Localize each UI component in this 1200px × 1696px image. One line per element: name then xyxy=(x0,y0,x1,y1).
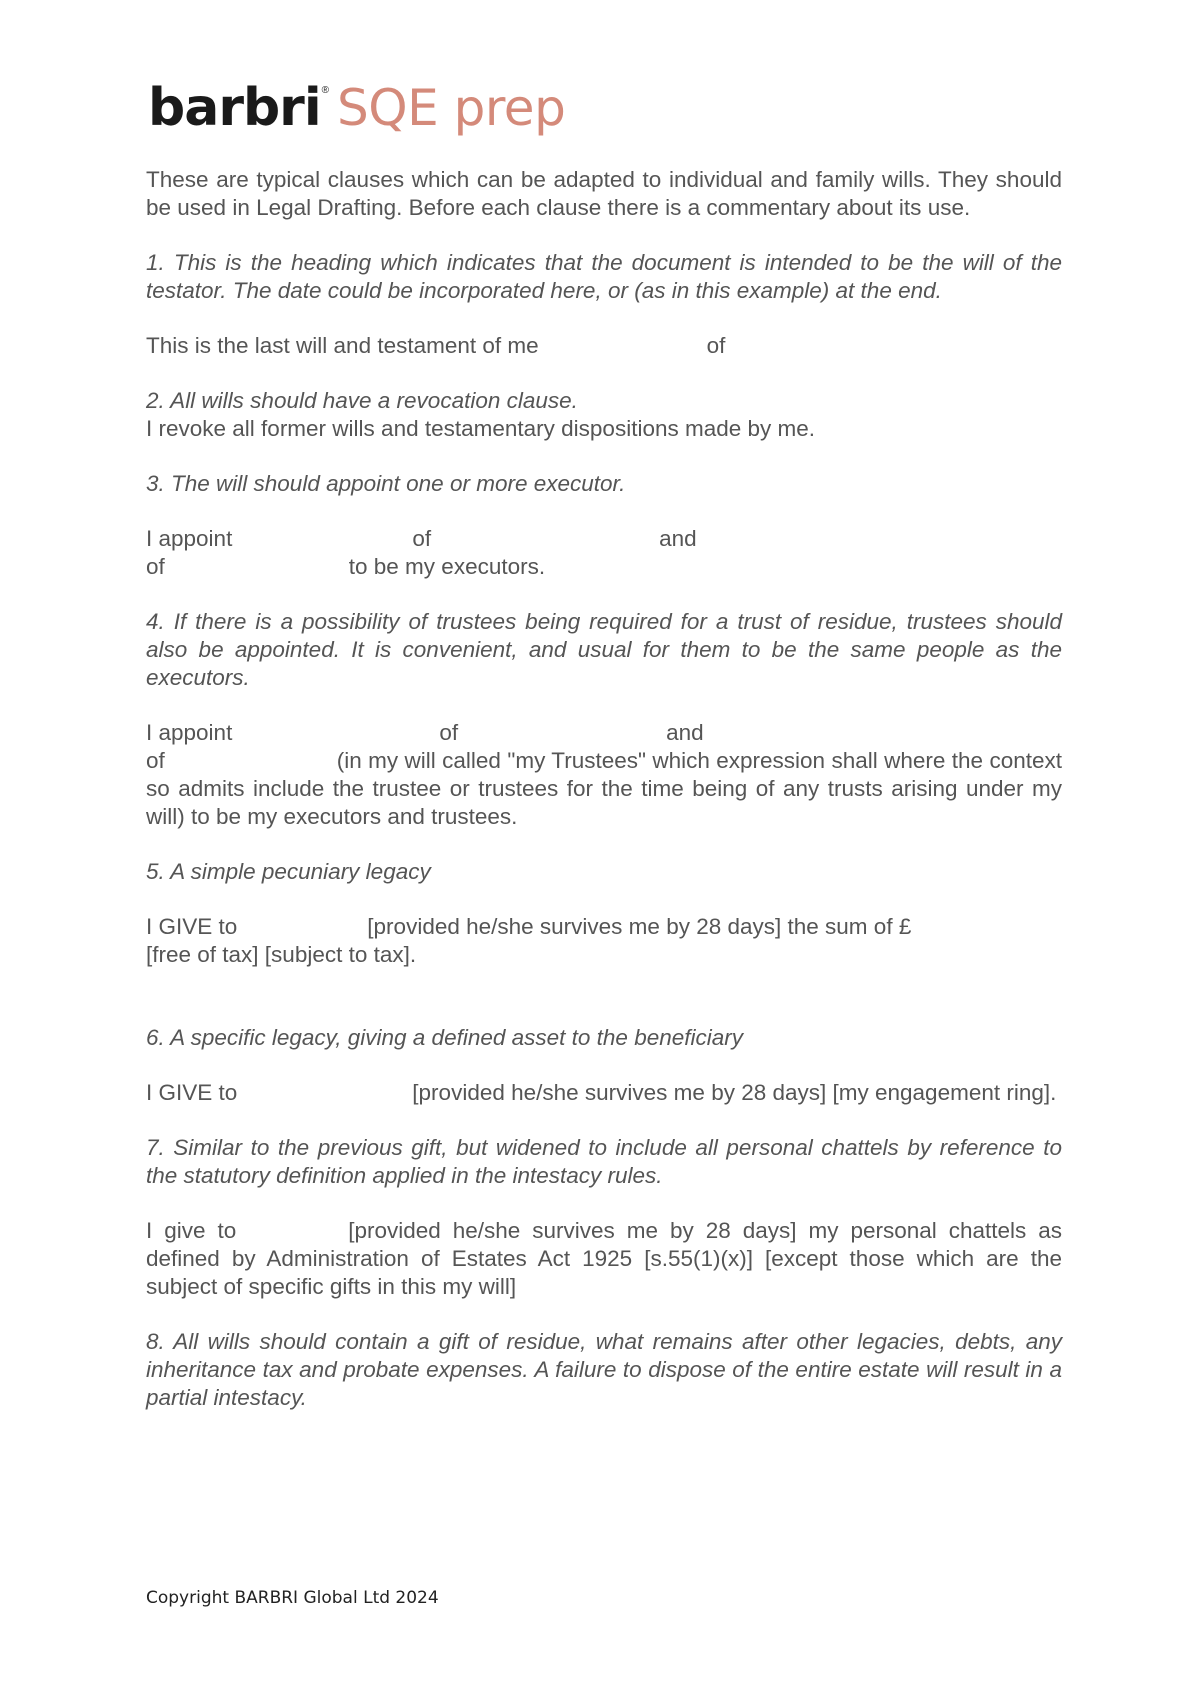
intro-paragraph: These are typical clauses which can be adapted to individual and family wills. They should be used in Legal Drafting. Before each clause there is a commentary about its use. xyxy=(146,167,1062,220)
clause-5-line-2: [free of tax] [subject to tax]. xyxy=(146,942,417,967)
clause-4-line-1 xyxy=(146,719,1062,747)
barbri-sqe-prep-logo xyxy=(148,78,565,146)
clause-3-end: to be my executors. xyxy=(348,554,546,579)
footer-copyright: Copyright BARBRI Global Ltd 2024 xyxy=(146,1588,439,1608)
clause-4-and: and xyxy=(666,720,704,745)
clause-4-of: of xyxy=(439,720,459,745)
clause-3-appoint: I appoint xyxy=(146,526,233,551)
clause-7-commentary: 7. Similar to the previous gift, but widened to include all personal chattels by reference to the statutory definition applied in the intestacy rules. xyxy=(146,1135,1062,1188)
clause-6-text xyxy=(146,1079,1062,1107)
clause-4-text xyxy=(146,719,1062,831)
clause-2-commentary: 2. All wills should have a revocation clause. xyxy=(146,388,578,413)
clause-4-commentary: 4. If there is a possibility of trustees being required for a trust of residue, trustees should also be appointed. It is convenient, and usual for them to be the same people as the executors. xyxy=(146,609,1062,690)
clause-1-commentary: 1. This is the heading which indicates that the document is intended to be the will of the testator. The date could be incorporated here, or (as in this example) at the end. xyxy=(146,250,1062,303)
clause-7-gift: [provided he/she survives me by 28 days] my personal chattels as defined by Administration of Estates Act 1925 [s.55(1)(x)] [except those which are the subject of specific gifts in this my will] xyxy=(146,1218,1062,1299)
clause-1-text xyxy=(146,332,1062,360)
clause-4-appoint: I appoint xyxy=(146,720,233,745)
clause-5-line-1 xyxy=(146,913,1062,941)
clause-1-text-b: of xyxy=(706,333,726,358)
clause-4-end: (in my will called "my Trustees" which expression shall where the context so admits include the trustee or trustees for the time being of any trusts arising under my will) to be my executors and trustees. xyxy=(146,748,1062,829)
clause-7-give: I give to xyxy=(146,1218,237,1243)
clause-2-text: I revoke all former wills and testamentary dispositions made by me. xyxy=(146,416,816,441)
clause-3-of-2: of xyxy=(146,554,165,579)
clause-1-text-a: This is the last will and testament of me xyxy=(146,333,539,358)
clause-3-line-2 xyxy=(146,553,1062,581)
clause-3-and: and xyxy=(659,526,697,551)
clause-8-commentary: 8. All wills should contain a gift of residue, what remains after other legacies, debts, any inheritance tax and probate expenses. A failure to dispose of the entire estate will result in a partial intestacy. xyxy=(146,1329,1062,1410)
clause-3-text xyxy=(146,525,1062,581)
logo-product: SQE prep xyxy=(337,79,566,137)
clause-6-give: I GIVE to xyxy=(146,1080,238,1105)
clause-3-line-1 xyxy=(146,525,1062,553)
clause-7-text xyxy=(146,1217,1062,1301)
clause-3-of: of xyxy=(412,526,432,551)
clause-3-commentary: 3. The will should appoint one or more executor. xyxy=(146,471,626,496)
clause-5-text xyxy=(146,913,1062,969)
clause-6-commentary: 6. A specific legacy, giving a defined asset to the beneficiary xyxy=(146,1025,744,1050)
clause-5-give: I GIVE to xyxy=(146,914,238,939)
clause-5-commentary: 5. A simple pecuniary legacy xyxy=(146,859,431,884)
clause-4-of-2: of xyxy=(146,748,165,773)
logo-trademark: ® xyxy=(321,85,330,96)
logo-brand: barbri xyxy=(148,78,321,138)
clause-5-condition: [provided he/she survives me by 28 days] the sum of £ xyxy=(367,914,912,939)
clause-6-gift: [provided he/she survives me by 28 days] [my engagement ring]. xyxy=(412,1080,1057,1105)
document-body xyxy=(146,166,1062,1439)
